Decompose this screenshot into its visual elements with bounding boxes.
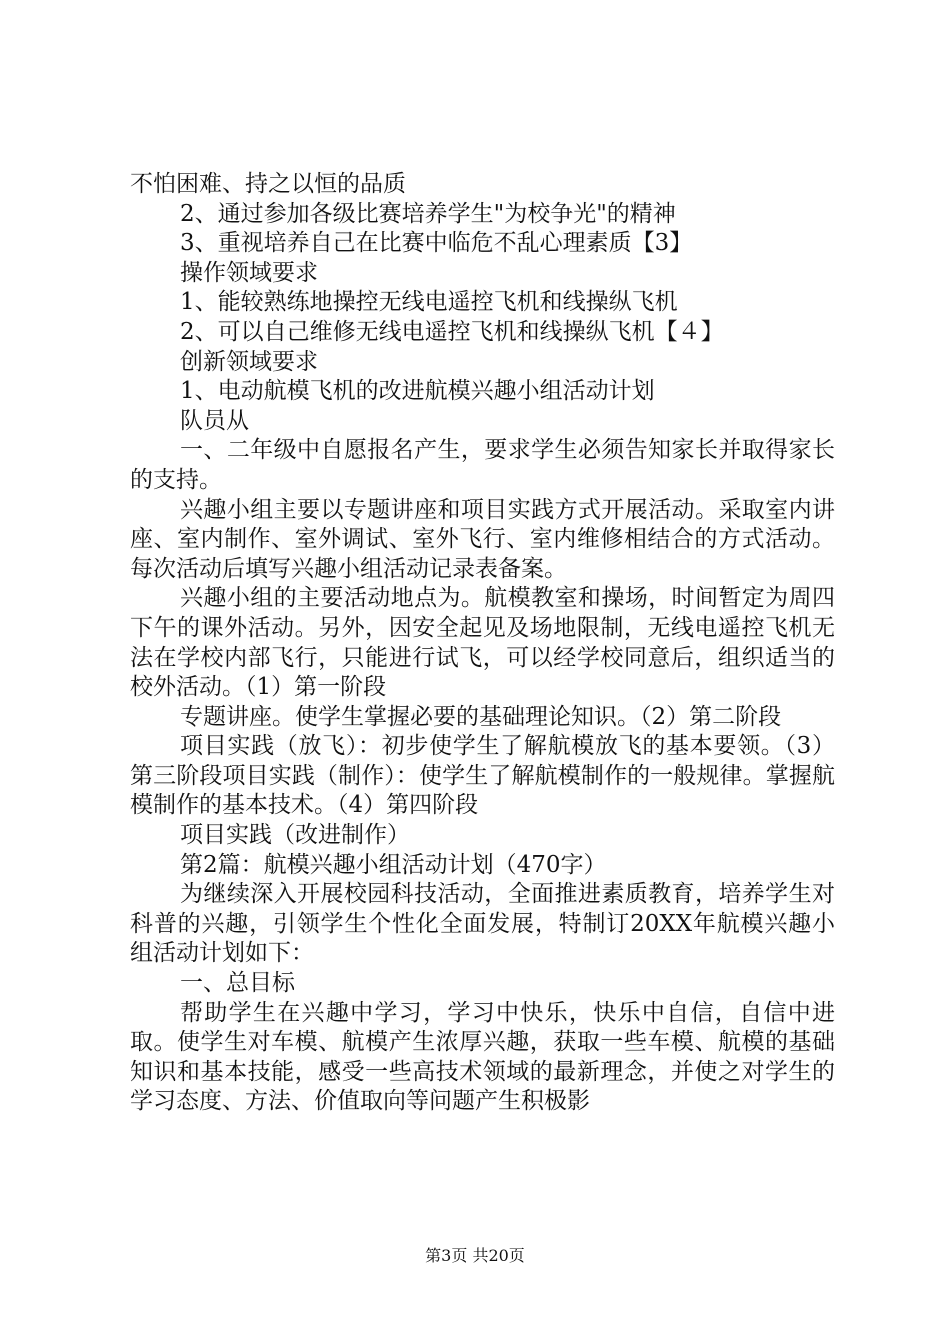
paragraph: 创新领域要求 xyxy=(180,348,318,375)
page-footer: 第3页 共20页 xyxy=(425,1246,525,1265)
paragraph: 项目实践（放飞）：初步使学生了解航模放飞的基本要领。（3）第三阶段项目实践（制作）：使学生了解航模制作的一般规律。掌握航模制作的基本技术。（4）第四阶段 xyxy=(130,733,835,819)
paragraph: 操作领域要求 xyxy=(180,259,318,286)
paragraph: 兴趣小组的主要活动地点为。航模教室和操场，时间暂定为周四下午的课外活动。另外，因安全起见及场地限制，无线电遥控飞机无法在学校内部飞行，只能进行试飞，可以经学校同意后，组织适当的校外活动。（1）第一阶段 xyxy=(130,585,835,701)
paragraph: 2、通过参加各级比赛培养学生"为校争光"的精神 xyxy=(180,200,676,227)
paragraph: 一、二年级中自愿报名产生，要求学生必须告知家长并取得家长的支持。 xyxy=(130,437,835,493)
paragraph: 一、总目标 xyxy=(180,970,295,997)
paragraph: 第2篇：航模兴趣小组活动计划（470字） xyxy=(180,851,607,878)
paragraph: 2、可以自己维修无线电遥控飞机和线操纵飞机【４】 xyxy=(180,318,724,345)
paragraph: 兴趣小组主要以专题讲座和项目实践方式开展活动。采取室内讲座、室内制作、室外调试、室外飞行、室内维修相结合的方式活动。每次活动后填写兴趣小组活动记录表备案。 xyxy=(130,496,835,582)
paragraph: 帮助学生在兴趣中学习，学习中快乐，快乐中自信，自信中进取。使学生对车模、航模产生浓厚兴趣，获取一些车模、航模的基础知识和基本技能，感受一些高技术领域的最新理念，并使之对学生的学习态度、方法、价值取向等问题产生积极影 xyxy=(130,999,835,1115)
document-body xyxy=(130,170,835,1117)
paragraph: 为继续深入开展校园科技活动，全面推进素质教育，培养学生对科普的兴趣，引领学生个性化全面发展，特制订20XX年航模兴趣小组活动计划如下： xyxy=(130,881,835,967)
paragraph: 1、能较熟练地操控无线电遥控飞机和线操纵飞机 xyxy=(180,289,678,316)
paragraph: 队员从 xyxy=(180,407,249,434)
paragraph: 3、重视培养自己在比赛中临危不乱心理素质【3】 xyxy=(180,230,693,257)
paragraph: 1、电动航模飞机的改进航模兴趣小组活动计划 xyxy=(180,378,655,405)
paragraph: 不怕困难、持之以恒的品质 xyxy=(130,171,406,197)
paragraph: 专题讲座。使学生掌握必要的基础理论知识。（2）第二阶段 xyxy=(180,703,782,730)
paragraph: 项目实践（改进制作） xyxy=(180,822,410,849)
